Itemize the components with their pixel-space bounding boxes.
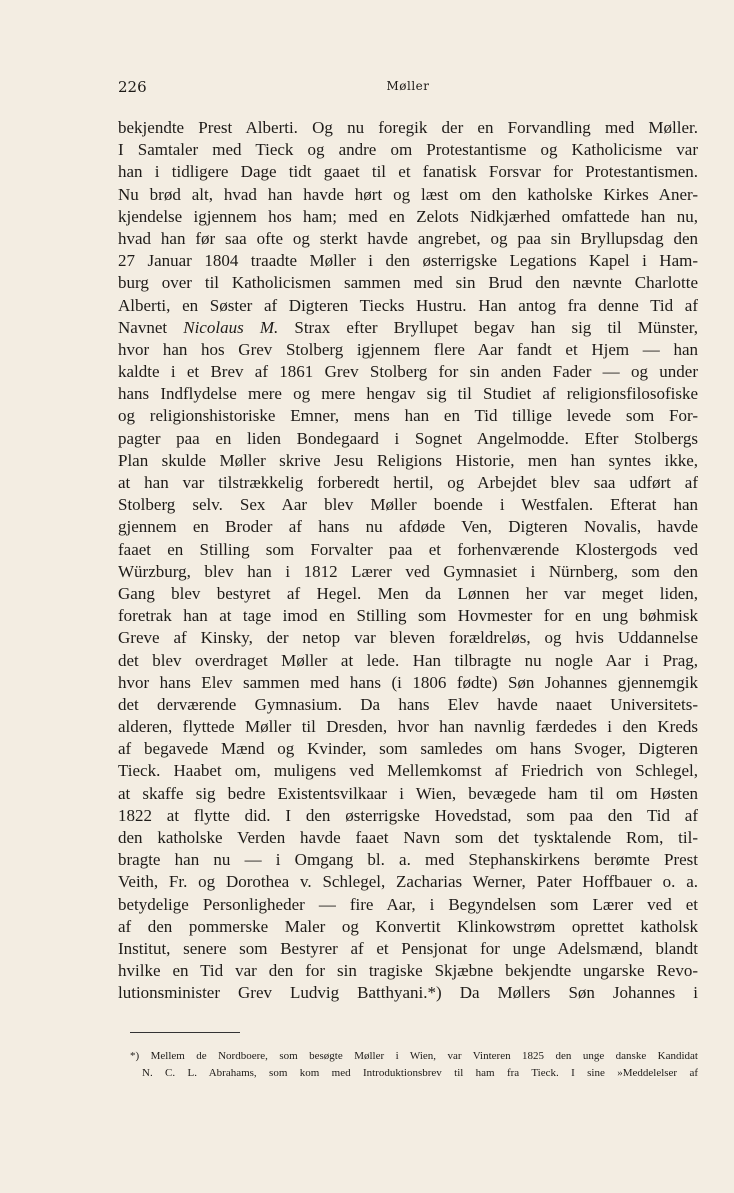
text-line: Nu brød alt, hvad han havde hørt og læst om den katholske Kirkes Aner- <box>118 184 698 204</box>
text-line: Würzburg, blev han i 1812 Lærer ved Gymnasiet i Nürnberg, som den <box>118 561 698 581</box>
text-line: hans Indflydelse mere og mere hengav sig til Studiet af religionsfilosofiske <box>118 384 698 404</box>
text-line: gjennem en Broder af hans nu afdøde Ven, Digteren Novalis, havde <box>118 517 698 537</box>
text-line: det derværende Gymnasium. Da hans Elev havde naaet Universitets- <box>118 694 698 714</box>
text-line: Plan skulde Møller skrive Jesu Religions Historie, men han syntes ikke, <box>118 450 698 470</box>
text-line: Gang blev bestyret af Hegel. Men da Lønnen her var meget liden, <box>118 583 698 603</box>
text-line: lutionsminister Grev Ludvig Batthyani.*) Da Møllers Søn Johannes i <box>118 983 698 1003</box>
footnote-line: N. C. L. Abrahams, som kom med Introduktionsbrev til ham fra Tieck. I sine »Meddelelser af <box>142 1067 698 1079</box>
text-line: kjendelse igjennem hos ham; med en Zelots Nidkjærhed omfattede han nu, <box>118 206 698 226</box>
text-line: den katholske Verden havde faaet Navn som det tysktalende Rom, til- <box>118 828 698 847</box>
text-line: foretrak han at tage imod en Stilling som Hovmester for en ung bøhmisk <box>118 606 698 626</box>
text-line: pagter paa en liden Bondegaard i Sognet Angelmodde. Efter Stolbergs <box>118 428 698 448</box>
text-line: hvor hans Elev sammen med hans (i 1806 fødte) Søn Johannes gjennemgik <box>118 672 698 692</box>
text-line: hvilke en Tid var den for sin tragiske Skjæbne bekjendte ungarske Revo- <box>118 961 698 981</box>
text-line: at skaffe sig bedre Existentsvilkaar i Wien, bevægede ham til om Høsten <box>118 783 698 803</box>
text-line: og religionshistoriske Emner, mens han en Tid tillige levede som For- <box>118 406 698 426</box>
text-line: faaet en Stilling som Forvalter paa et forhenværende Klostergods ved <box>118 539 698 559</box>
footnote-divider <box>130 1032 240 1033</box>
text-line: kaldte i et Brev af 1861 Grev Stolberg for sin anden Fader — og under <box>118 362 698 382</box>
footnote <box>130 1048 698 1082</box>
text-line: 1822 at flytte did. I den østerrigske Hovedstad, som paa den Tid af <box>118 805 698 825</box>
text-line: Veith, Fr. og Dorothea v. Schlegel, Zacharias Werner, Pater Hoffbauer o. a. <box>118 872 698 892</box>
text-line: bekjendte Prest Alberti. Og nu foregik der en Forvandling med Møller. <box>118 118 698 137</box>
footnote-line: *) Mellem de Nordboere, som besøgte Møller i Wien, var Vinteren 1825 den unge danske Kandidat <box>130 1050 698 1062</box>
text-line: bragte han nu — i Omgang bl. a. med Stephanskirkens berømte Prest <box>118 850 698 870</box>
text-line: det blev overdraget Møller at lede. Han tilbragte nu nogle Aar i Prag, <box>118 650 698 670</box>
running-head: Møller <box>386 79 430 93</box>
text-line: burg over til Katholicismen sammen med sin Brud den nævnte Charlotte <box>118 273 698 293</box>
page-number: 226 <box>118 78 147 96</box>
text-line: Tieck. Haabet om, muligens ved Mellemkomst af Friedrich von Schlegel, <box>118 761 698 781</box>
text-line: at han var tilstrækkelig forberedt hertil, og Arbejdet blev saa udført af <box>118 473 698 492</box>
text-line: alderen, flyttede Møller til Dresden, hvor han navnlig færdedes i den Kreds <box>118 717 698 737</box>
text-line: Stolberg selv. Sex Aar blev Møller boende i Westfalen. Efterat han <box>118 495 698 515</box>
text-line: I Samtaler med Tieck og andre om Protestantisme og Katholicisme var <box>118 140 698 160</box>
body-text <box>118 117 698 1005</box>
text-line: af begavede Mænd og Kvinder, som samledes om hans Svoger, Digteren <box>118 739 698 759</box>
text-line: han i tidligere Dage tidt gaaet til et fanatisk Forsvar for Protestantismen. <box>118 162 698 182</box>
text-line: hvad han før saa ofte og sterkt havde angrebet, og paa sin Bryllupsdag den <box>118 228 698 248</box>
page-header <box>118 78 698 100</box>
text-line: hvor han hos Grev Stolberg igjennem flere Aar fandt et Hjem — han <box>118 339 698 359</box>
text-line: 27 Januar 1804 traadte Møller i den østerrigske Legations Kapel i Ham- <box>118 251 698 271</box>
text-line: betydelige Personligheder — fire Aar, i Begyndelsen som Lærer ved et <box>118 894 698 914</box>
text-line: Navnet Nicolaus M. Strax efter Bryllupet begav han sig til Münster, <box>118 317 698 337</box>
text-line: Institut, senere som Bestyrer af et Pensjonat for unge Adelsmænd, blandt <box>118 938 698 958</box>
text-line: af den pommerske Maler og Konvertit Klinkowstrøm oprettet katholsk <box>118 916 698 936</box>
text-line: Alberti, en Søster af Digteren Tiecks Hustru. Han antog fra denne Tid af <box>118 295 698 315</box>
text-line: Greve af Kinsky, der netop var bleven forældreløs, og hvis Uddannelse <box>118 628 698 648</box>
